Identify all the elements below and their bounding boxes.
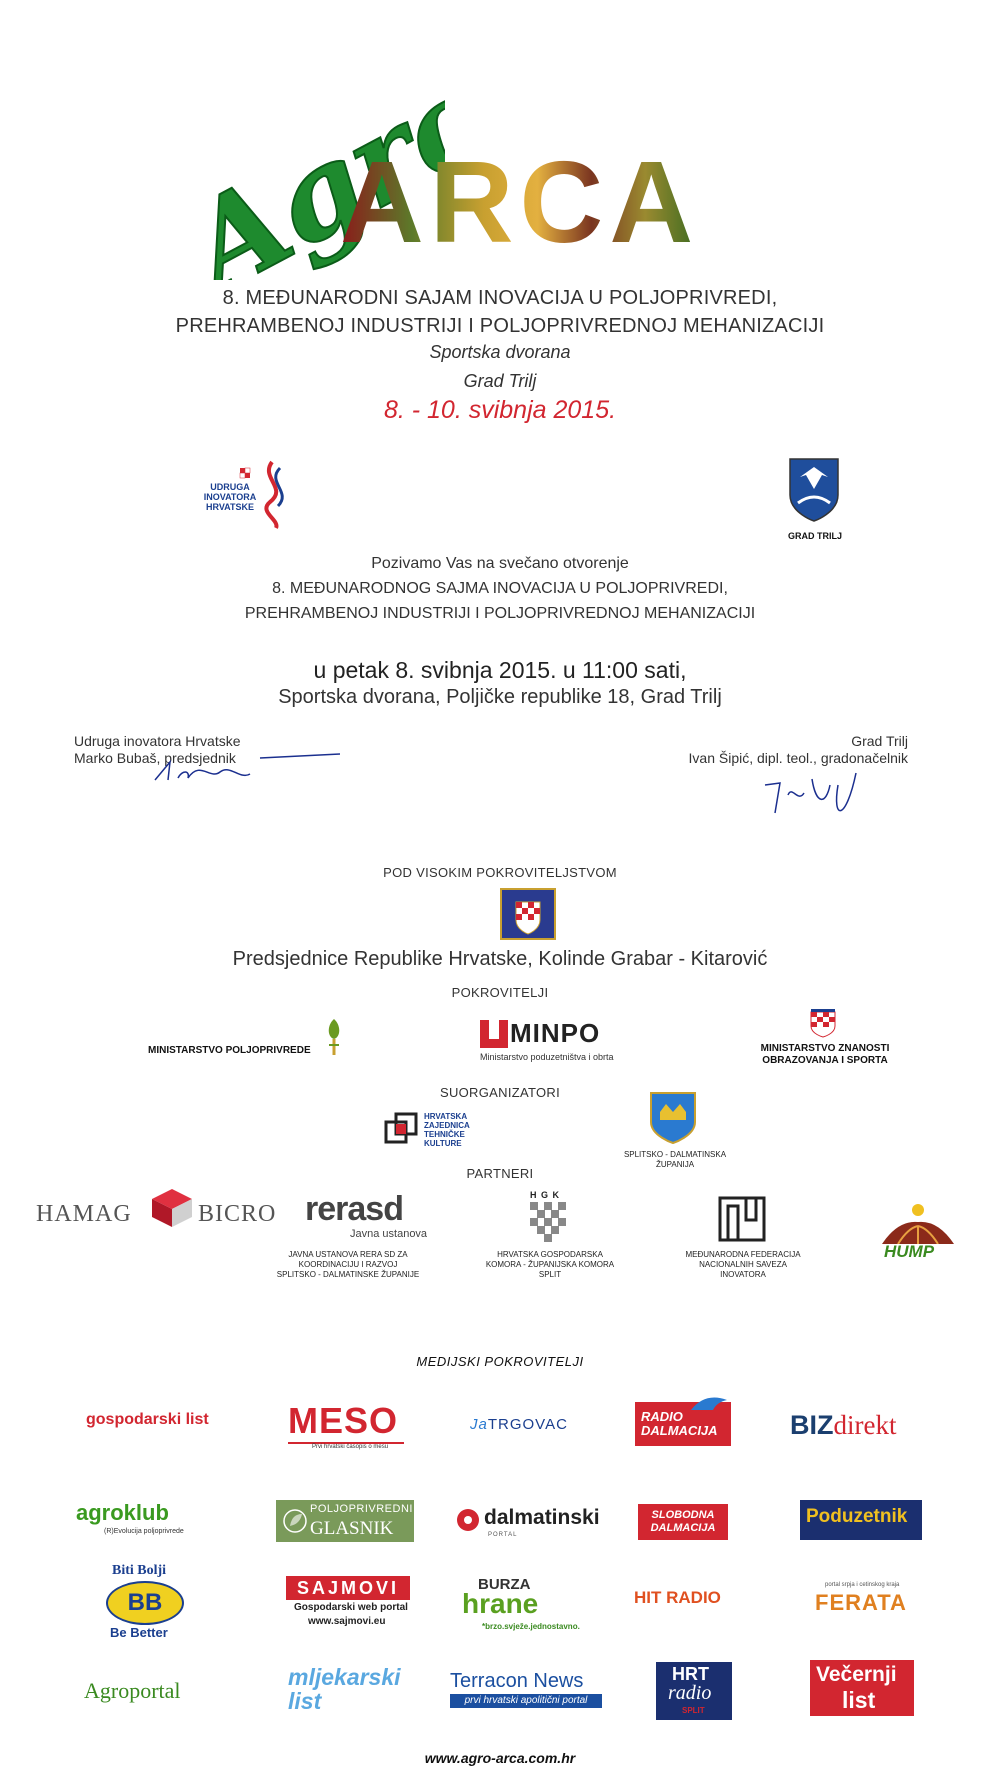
coorganizers-title: SUORGANIZATORI xyxy=(439,1085,560,1100)
opening-time: u petak 8. svibnja 2015. u 11:00 sati, xyxy=(313,657,687,683)
signature-left-name: Marko Bubaš, predsjednik xyxy=(74,750,236,766)
burza-sub: *brzo.svježe.jednostavno. xyxy=(482,1622,580,1631)
mljekarski-line1: mljekarski xyxy=(288,1664,401,1690)
mljekarski-line2: list xyxy=(288,1688,322,1714)
rerasd-sub: Javna ustanova xyxy=(350,1228,428,1240)
sdz-line1: SPLITSKO - DALMATINSKA xyxy=(623,1150,727,1159)
rerasd-desc xyxy=(268,1250,428,1280)
hamag-bicro-logo xyxy=(36,1185,277,1235)
hztk-line2: ZAJEDNICA xyxy=(424,1121,470,1130)
fair-title xyxy=(0,284,1000,340)
hztk-line4: KULTURE xyxy=(424,1139,462,1148)
event-dates: 8. - 10. svibnja 2015. xyxy=(383,396,617,424)
vecernji-line1: Večernji xyxy=(816,1663,897,1686)
ministry-science-line1: MINISTARSTVO ZNANOSTI xyxy=(760,1043,890,1054)
sajmovi-sub1: Gospodarski web portal xyxy=(294,1602,408,1613)
meso-logo xyxy=(288,1400,404,1448)
croatia-coat-icon xyxy=(810,1008,836,1038)
glasnik-line2: GLASNIK xyxy=(310,1518,394,1539)
burza-line1: BURZA xyxy=(478,1576,531,1593)
sajmovi-sub2: www.sajmovi.eu xyxy=(308,1616,386,1627)
agroklub-sub: (R)Evolucija poljoprivrede xyxy=(104,1528,184,1535)
ifia-desc xyxy=(668,1250,818,1280)
radio-dalmacija-logo xyxy=(635,1402,731,1446)
trilj-label: GRAD TRILJ xyxy=(788,531,842,541)
burza-hrane-logo xyxy=(462,1576,602,1632)
signature-right xyxy=(689,733,908,767)
signature-right-org: Grad Trilj xyxy=(851,733,908,749)
signature-right-name: Ivan Šipić, dipl. teol., gradonačelnik xyxy=(688,750,908,766)
signature-left-org: Udruga inovatora Hrvatske xyxy=(74,733,241,749)
slobodna-line2: DALMACIJA xyxy=(650,1522,716,1534)
hztk-line1: HRVATSKA xyxy=(424,1112,468,1121)
vecernji-list-logo xyxy=(810,1660,914,1716)
bb-bottom: Be Better xyxy=(110,1625,168,1640)
hump-name: HUMP xyxy=(884,1242,935,1261)
ministry-science xyxy=(755,1043,895,1067)
hump-field-icon xyxy=(878,1200,958,1244)
rerasd-desc3: SPLITSKO - DALMATINSKE ŽUPANIJE xyxy=(276,1270,420,1279)
uih-line3: HRVATSKE xyxy=(205,502,254,512)
hrt-line1: HRT xyxy=(672,1664,709,1684)
president-name: Predsjednice Republike Hrvatske, Kolinde Grabar - Kitarović xyxy=(232,948,768,970)
president-coat-icon xyxy=(500,888,556,940)
sdz-coat-icon xyxy=(650,1092,696,1144)
rerasd-desc2: KOORDINACIJU I RAZVOJ xyxy=(298,1260,398,1269)
invitation-line3: PREHRAMBENOJ INDUSTRIJI I POLJOPRIVREDNOJ MEHANIZACIJI xyxy=(244,605,756,622)
terracon-line1: Terracon News xyxy=(450,1670,584,1692)
slobodna-line1: SLOBODNA xyxy=(651,1509,715,1521)
trilj-coat-of-arms-icon xyxy=(786,455,842,525)
dolphin-icon xyxy=(689,1392,729,1414)
opening-address: Sportska dvorana, Poljičke republike 18, Grad Trilj xyxy=(278,686,722,708)
partners-title: PARTNERI xyxy=(466,1166,534,1181)
meso-sub: Prvi hrvatski časopis o mesu xyxy=(312,1444,389,1450)
dalmatinski-logo xyxy=(456,1506,606,1542)
fair-title-line2: PREHRAMBENOJ INDUSTRIJI I POLJOPRIVREDNOJ MEHANIZACIJI xyxy=(175,315,825,337)
radio-dalmacija-line2: DALMACIJA xyxy=(641,1423,718,1438)
ferata-logo xyxy=(815,1582,925,1622)
hgk-grid-icon xyxy=(530,1202,566,1242)
hztk-line3: TEHNIČKE xyxy=(424,1130,465,1139)
hrt-line2: radio xyxy=(668,1682,712,1704)
rerasd-desc1: JAVNA USTANOVA RERA SD ZA xyxy=(288,1250,408,1259)
ferata-sub: portal srpja i cetinskog kraja xyxy=(825,1582,900,1588)
ferata-name: FERATA xyxy=(815,1590,907,1615)
hgk-desc1: HRVATSKA GOSPODARSKA xyxy=(497,1250,603,1259)
hamag-text: HAMAG xyxy=(36,1201,132,1227)
ministry-agriculture-icon xyxy=(323,1015,345,1057)
hztk-text xyxy=(424,1112,470,1148)
hrt-line3: SPLIT xyxy=(682,1706,705,1715)
dalmatinski-sub: PORTAL xyxy=(488,1532,518,1538)
invitation-line1: Pozivamo Vas na svečano otvorenje xyxy=(371,555,629,572)
meso-name: MESO xyxy=(288,1400,399,1441)
ifia-logo-icon xyxy=(718,1196,766,1242)
invitation-line2: 8. MEĐUNARODNOG SAJMA INOVACIJA U POLJOPRIVREDI, xyxy=(272,580,728,597)
bizdirekt-logo xyxy=(790,1410,896,1441)
gospodarski-list-logo: gospodarski list xyxy=(86,1411,209,1428)
agro-wordmark: Agro xyxy=(165,60,445,280)
bizdirekt-biz: BIZ xyxy=(790,1410,834,1440)
hgk-letters: H G K xyxy=(530,1190,561,1200)
minpo-name: MINPO xyxy=(510,1018,601,1048)
uih-logo xyxy=(200,458,300,530)
bb-top: Biti Bolji xyxy=(112,1563,167,1578)
ifia-desc1: MEĐUNARODNA FEDERACIJA xyxy=(685,1250,801,1259)
arca-wordmark: ARCA xyxy=(340,150,700,250)
signature-right-handwriting-icon xyxy=(760,765,860,825)
minpo-logo xyxy=(480,1018,614,1068)
bizdirekt-direkt: direkt xyxy=(833,1410,897,1440)
dalmatinski-icon xyxy=(456,1508,480,1532)
hump-logo xyxy=(878,1200,958,1270)
sajmovi-name: SAJMOVI xyxy=(286,1576,410,1600)
uih-line2: INOVATORA xyxy=(203,492,257,502)
dalmatinski-name: dalmatinski xyxy=(484,1506,600,1529)
biti-bolji-logo xyxy=(98,1563,188,1643)
bicro-text: BICRO xyxy=(198,1201,277,1227)
poduzetnik-name: Poduzetnik xyxy=(806,1506,908,1527)
rerasd-name: rerasd xyxy=(305,1190,403,1228)
leaf-icon xyxy=(282,1508,308,1534)
venue: Sportska dvorana xyxy=(429,342,571,362)
hit-radio-logo: HIT RADIO xyxy=(634,1588,721,1607)
uih-line1: UDRUGA xyxy=(210,482,250,492)
mljekarski-list-logo xyxy=(288,1664,408,1720)
minpo-mark-icon xyxy=(480,1020,508,1048)
ministry-science-line2: OBRAZOVANJA I SPORTA xyxy=(762,1055,888,1066)
agroportal-logo: Agroportal xyxy=(84,1678,181,1703)
sponsors-title: POKROVITELJI xyxy=(451,985,549,1000)
vecernji-line2: list xyxy=(842,1687,876,1713)
website-url[interactable]: www.agro-arca.com.hr xyxy=(424,1750,576,1766)
city: Grad Trilj xyxy=(463,371,537,391)
burza-line2: hrane xyxy=(462,1588,539,1619)
trgovac-logo: JaTRGOVAC xyxy=(470,1416,568,1433)
bb-mid: BB xyxy=(106,1581,184,1625)
hgk-desc2: KOMORA - ŽUPANIJSKA KOMORA xyxy=(485,1260,615,1269)
slobodna-dalmacija-logo xyxy=(638,1504,728,1540)
glasnik-line1: POLJOPRIVREDNI xyxy=(310,1503,413,1515)
poljoprivredni-glasnik-logo xyxy=(276,1500,414,1542)
arca-logo xyxy=(340,150,820,250)
sajmovi-logo xyxy=(286,1576,410,1632)
terracon-news-logo xyxy=(450,1670,605,1714)
ministry-agriculture: MINISTARSTVO POLJOPRIVREDE xyxy=(148,1045,311,1056)
hgk-desc3: SPLIT xyxy=(538,1270,562,1279)
poduzetnik-logo xyxy=(800,1500,922,1540)
ifia-desc3: INOVATORA xyxy=(720,1270,766,1279)
ifia-desc2: NACIONALNIH SAVEZA xyxy=(699,1260,787,1269)
trgovac-name: TRGOVAC xyxy=(487,1416,568,1433)
high-patronage-title: POD VISOKIM POKROVITELJSTVOM xyxy=(383,865,617,880)
agroklub-name: agroklub xyxy=(76,1500,169,1525)
media-title: MEDIJSKI POKROVITELJI xyxy=(416,1354,584,1369)
radio-dalmacija-line1: RADIO xyxy=(641,1409,683,1424)
signature-left-handwriting-icon xyxy=(150,750,340,790)
hamag-cube-icon xyxy=(148,1185,196,1229)
hrt-radio-logo xyxy=(656,1662,732,1720)
terracon-line2: prvi hrvatski apolitični portal xyxy=(450,1694,602,1708)
agroklub-logo xyxy=(76,1500,216,1540)
fair-title-line1: 8. MEĐUNARODNI SAJAM INOVACIJA U POLJOPRIVREDI, xyxy=(222,287,778,309)
sdz-line2: ŽUPANIJA xyxy=(655,1160,695,1169)
hztk-cube-icon xyxy=(384,1112,418,1148)
minpo-subtitle: Ministarstvo poduzetništva i obrta xyxy=(480,1052,614,1062)
hgk-desc xyxy=(470,1250,630,1280)
